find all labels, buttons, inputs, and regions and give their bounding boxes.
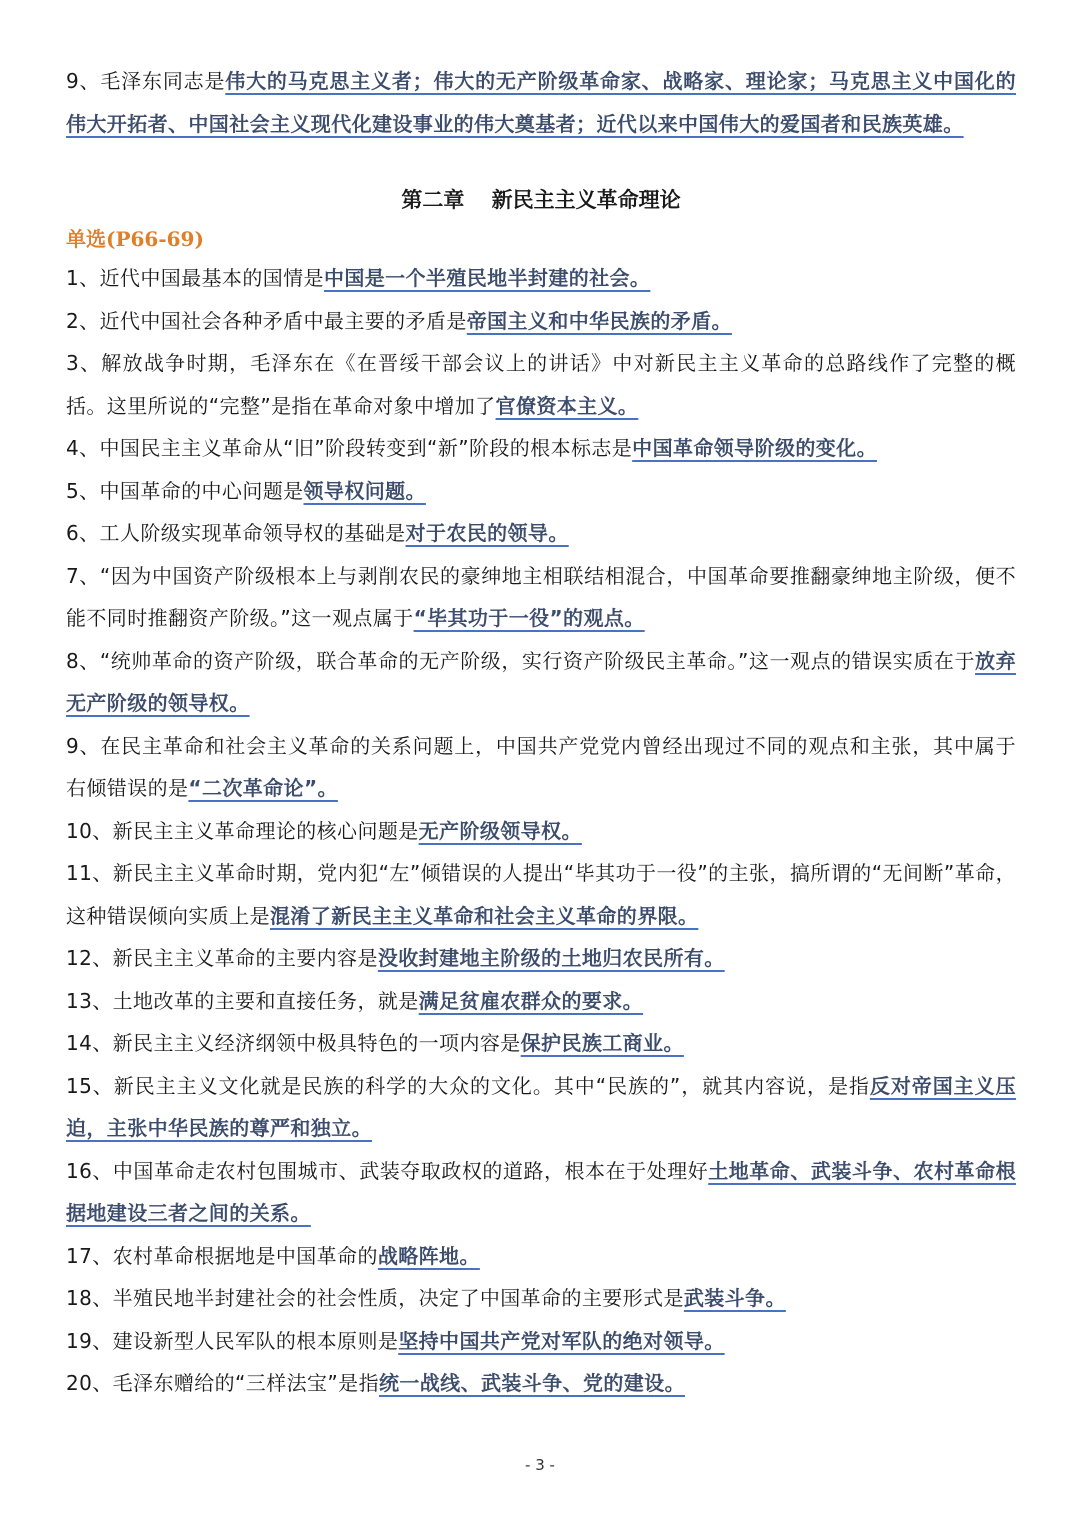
answer-text: 反对帝国主义压迫，主张中华民族的尊严和独立。: [66, 1073, 1016, 1140]
answer-text: 无产阶级领导权。: [418, 818, 582, 843]
chapter-title: 第二章 新民主主义革命理论: [401, 188, 681, 212]
answer-text: 中国革命领导阶级的变化。: [632, 436, 877, 460]
question-item: [66, 725, 1016, 810]
question-item: [66, 852, 1016, 937]
answer-text: 官僚资本主义。: [495, 393, 639, 418]
question-item: [66, 470, 1016, 513]
question-text: 5、中国革命的中心问题是: [66, 478, 304, 503]
question-item: [66, 342, 1016, 427]
question-text: 9、毛泽东同志是: [66, 69, 226, 93]
question-text: 8、“统帅革命的资产阶级，联合革命的无产阶级，实行资产阶级民主革命。”这一观点的错误实质在于: [66, 648, 976, 673]
question-item: [66, 512, 1016, 555]
question-item: [66, 640, 1016, 725]
question-text: 13、土地改革的主要和直接任务，就是: [66, 988, 419, 1013]
question-item: [66, 555, 1016, 640]
answer-text: 混淆了新民主主义革命和社会主义革命的界限。: [270, 903, 699, 928]
question-item: [66, 1065, 1016, 1150]
section-label: 单选(P66-69): [66, 227, 204, 251]
question-item: [66, 937, 1016, 980]
answer-text: 保护民族工商业。: [520, 1031, 684, 1055]
question-text: 9、在民主革命和社会主义革命的关系问题上，中国共产党党内曾经出现过不同的观点和主张，其中属于右倾错误的是: [66, 733, 1016, 800]
question-text: 11、新民主主义革命时期，党内犯“左”倾错误的人提出“毕其功于一役”的主张，搞所谓的“无间断”革命，这种错误倾向实质上是: [66, 861, 1016, 928]
question-text: 16、中国革命走农村包围城市、武装夺取政权的道路，根本在于处理好: [66, 1158, 709, 1183]
question-text: 6、工人阶级实现革命领导权的基础是: [66, 521, 406, 545]
answer-text: 武装斗争。: [683, 1286, 786, 1310]
question-text: 15、新民主主义文化就是民族的科学的大众的文化。其中“民族的”，就其内容说，是指: [66, 1073, 870, 1098]
question-text: 17、农村革命根据地是中国革命的: [66, 1243, 378, 1268]
answer-text: 放弃无产阶级的领导权。: [66, 648, 1016, 715]
question-item: [66, 257, 1016, 300]
question-text: 10、新民主主义革命理论的核心问题是: [66, 818, 419, 843]
question-list: [66, 257, 1016, 1405]
question-text: 19、建设新型人民军队的根本原则是: [66, 1328, 399, 1353]
answer-text: 没收封建地主阶级的土地归农民所有。: [377, 946, 725, 970]
question-item: [66, 1320, 1016, 1363]
answer-text: “二次革命论”。: [188, 776, 338, 800]
answer-text: 帝国主义和中华民族的矛盾。: [466, 308, 732, 333]
answer-text: 领导权问题。: [303, 478, 426, 503]
question-text: 12、新民主主义革命的主要内容是: [66, 946, 378, 970]
question-item: [66, 300, 1016, 343]
question-text: 18、半殖民地半封建社会的社会性质，决定了中国革命的主要形式是: [66, 1286, 684, 1310]
intro-item: [66, 60, 1016, 145]
document-page: [66, 60, 1016, 1405]
question-text: 1、近代中国最基本的国情是: [66, 266, 324, 290]
answer-text: 统一战线、武装斗争、党的建设。: [378, 1371, 685, 1395]
question-text: 4、中国民主主义革命从“旧”阶段转变到“新”阶段的根本标志是: [66, 436, 633, 460]
answer-text: 土地革命、武装斗争、农村革命根据地建设三者之间的关系。: [66, 1158, 1017, 1225]
question-item: [66, 1022, 1016, 1065]
question-item: [66, 1362, 1016, 1405]
question-item: [66, 1150, 1016, 1235]
question-text: 7、“因为中国资产阶级根本上与剥削农民的豪绅地主相联结相混合，中国革命要推翻豪绅地主阶级，便不能不同时推翻资产阶级。”这一观点属于: [66, 563, 1016, 630]
question-item: [66, 1235, 1016, 1278]
question-item: [66, 810, 1016, 853]
answer-text: 战略阵地。: [377, 1243, 480, 1268]
question-item: [66, 980, 1016, 1023]
question-item: [66, 1277, 1016, 1320]
answer-text: 伟大的马克思主义者；伟大的无产阶级革命家、战略家、理论家；马克思主义中国化的伟大开拓者、中国社会主义现代化建设事业的伟大奠基者；近代以来中国伟大的爱国者和民族英雄。: [66, 69, 1016, 136]
spacer: [66, 145, 1016, 179]
question-text: 3、解放战争时期，毛泽东在《在晋绥干部会议上的讲话》中对新民主主义革命的总路线作了完整的概括。这里所说的“完整”是指在革命对象中增加了: [66, 351, 1016, 418]
question-text: 20、毛泽东赠给的“三样法宝”是指: [66, 1371, 379, 1395]
question-item: [66, 427, 1016, 470]
question-text: 2、近代中国社会各种矛盾中最主要的矛盾是: [66, 308, 467, 333]
page-number: - 3 -: [525, 1456, 555, 1474]
answer-text: 中国是一个半殖民地半封建的社会。: [323, 266, 651, 290]
answer-text: 满足贫雇农群众的要求。: [418, 988, 644, 1013]
answer-text: “毕其功于一役”的观点。: [413, 606, 645, 630]
answer-text: 坚持中国共产党对军队的绝对领导。: [398, 1328, 725, 1353]
answer-text: 对于农民的领导。: [405, 521, 569, 545]
question-text: 14、新民主主义经济纲领中极具特色的一项内容是: [66, 1031, 521, 1055]
